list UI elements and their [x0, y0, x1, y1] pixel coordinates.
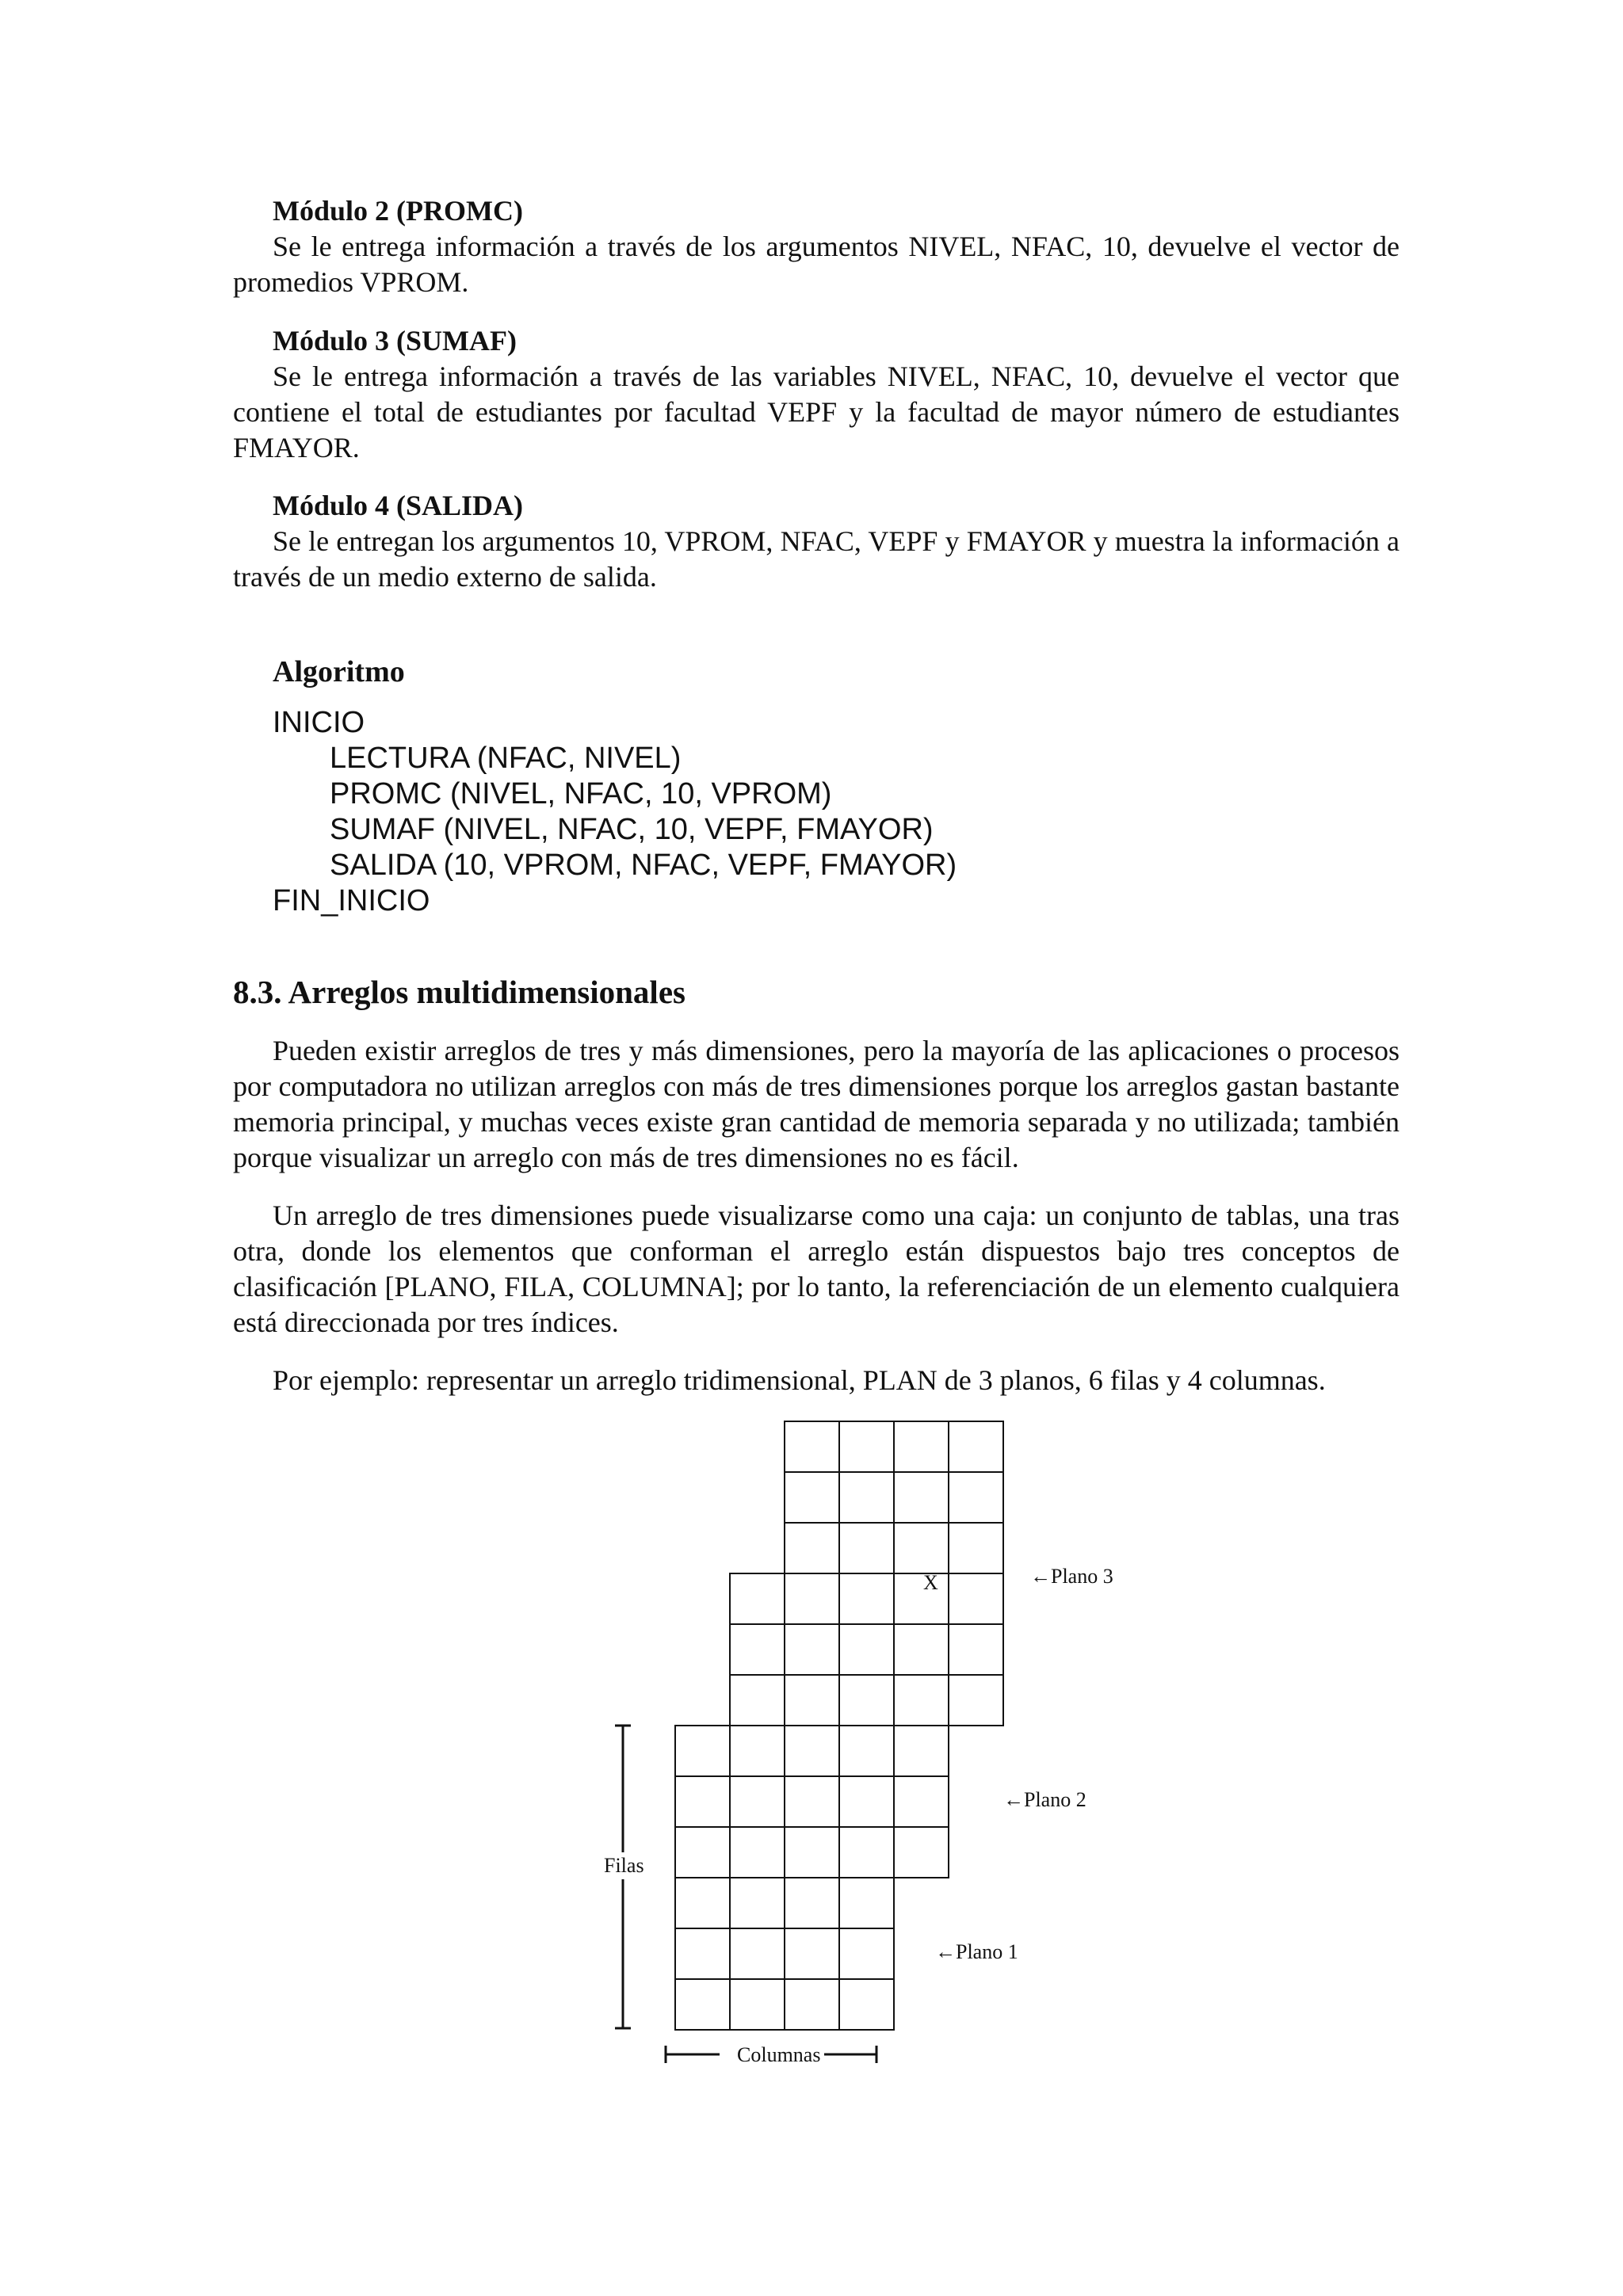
grid-cell [675, 1878, 730, 1928]
grid-cell [839, 1675, 894, 1726]
grid-cell [730, 1675, 785, 1726]
filas-label: Filas [604, 1854, 644, 1877]
grid-cell [894, 1675, 949, 1726]
grid-cell [730, 1726, 785, 1776]
grid-cell [839, 1523, 894, 1573]
section-paragraph-1 [233, 1033, 1400, 1176]
grid-cell [730, 1776, 785, 1827]
grid-cell [675, 1776, 730, 1827]
algorithm-start: INICIO [273, 706, 365, 739]
grid-cell [839, 1573, 894, 1624]
module-2 [233, 193, 1400, 300]
grid-cell [894, 1726, 949, 1776]
module-3-title: Módulo 3 (SUMAF) [273, 325, 517, 357]
grid-cell [730, 1979, 785, 2030]
grid-cell [785, 1928, 839, 1979]
grid-cell [839, 1776, 894, 1827]
algorithm-step: SALIDA (10, VPROM, NFAC, VEPF, FMAYOR) [330, 849, 957, 882]
grid-cell [785, 1624, 839, 1675]
grid-cell [894, 1573, 949, 1624]
plano-2-label: ←Plano 2 [1003, 1788, 1086, 1811]
grid-cell [894, 1827, 949, 1878]
grid-cell [949, 1472, 1003, 1523]
grid-cell [730, 1624, 785, 1675]
algorithm-step: LECTURA (NFAC, NIVEL) [330, 742, 682, 775]
grid-cell [730, 1878, 785, 1928]
grid-cell [785, 1472, 839, 1523]
algorithm-title: Algoritmo [273, 655, 405, 688]
algorithm-end: FIN_INICIO [273, 884, 430, 917]
module-2-body: Se le entrega información a través de los argumentos NIVEL, NFAC, 10, devuelve el vector de promedios VPROM. [233, 231, 1400, 298]
plano-1-grid [675, 1726, 894, 2030]
grid-cell [839, 1827, 894, 1878]
plane-grids [675, 1421, 1003, 2030]
module-4 [233, 488, 1400, 595]
grid-cell [894, 1776, 949, 1827]
grid-cell [785, 1776, 839, 1827]
grid-cell [949, 1421, 1003, 1472]
grid-cell [839, 1878, 894, 1928]
grid-cell [785, 1675, 839, 1726]
filas-bracket [615, 1726, 631, 2028]
grid-cell [839, 1421, 894, 1472]
grid-cell [730, 1827, 785, 1878]
grid-cell [949, 1624, 1003, 1675]
grid-cell [730, 1928, 785, 1979]
grid-cell [675, 1928, 730, 1979]
section-paragraph-3 [233, 1363, 1400, 1398]
algorithm-step: SUMAF (NIVEL, NFAC, 10, VEPF, FMAYOR) [330, 813, 934, 846]
module-3-body: Se le entrega información a través de las variables NIVEL, NFAC, 10, devuelve el vector que contiene el total de estudiantes por facultad VEPF y la facultad de mayor número de estudiantes FMAYOR. [233, 360, 1400, 463]
grid-cell [839, 1726, 894, 1776]
grid-cell [785, 1726, 839, 1776]
grid-cell [785, 1421, 839, 1472]
module-4-body: Se le entregan los argumentos 10, VPROM, NFAC, VEPF y FMAYOR y muestra la información a través de un medio externo de salida. [233, 525, 1400, 593]
module-3 [233, 323, 1400, 466]
grid-cell [785, 1878, 839, 1928]
columnas-label: Columnas [737, 2043, 821, 2066]
module-4-title: Módulo 4 (SALIDA) [273, 490, 524, 521]
grid-cell [785, 1827, 839, 1878]
paragraph-text: Por ejemplo: representar un arreglo tridimensional, PLAN de 3 planos, 6 filas y 4 columnas. [273, 1364, 1326, 1396]
grid-cell [949, 1523, 1003, 1573]
grid-cell [949, 1675, 1003, 1726]
grid-cell [894, 1523, 949, 1573]
grid-cell [839, 1624, 894, 1675]
grid-cell [839, 1979, 894, 2030]
grid-cell [894, 1472, 949, 1523]
x-marker: X [923, 1571, 938, 1594]
paragraph-text: Pueden existir arreglos de tres y más dimensiones, pero la mayoría de las aplicaciones o procesos por computadora no utilizan arreglos con más de tres dimensiones porque los arreglos gastan bastante memoria principal, y muchas veces existe gran cantidad de memoria separada y no utilizada; también porque visualizar un arreglo con más de tres dimensiones no es fácil. [233, 1035, 1400, 1173]
plano-1-label: ←Plano 1 [935, 1940, 1018, 1963]
section-paragraph-2 [233, 1198, 1400, 1341]
algorithm-step: PROMC (NIVEL, NFAC, 10, VPROM) [330, 777, 832, 810]
section-title: 8.3. Arreglos multidimensionales [233, 974, 685, 1010]
paragraph-text: Un arreglo de tres dimensiones puede visualizarse como una caja: un conjunto de tablas, una tras otra, donde los elementos que conforman el arreglo están dispuestos bajo tres conceptos de clasificación [PLANO, FILA, COLUMNA]; por lo tanto, la referenciación de un elemento cualquiera está direccionada por tres índices. [233, 1199, 1400, 1338]
plano-3-label: ←Plano 3 [1030, 1565, 1113, 1588]
module-2-title: Módulo 2 (PROMC) [273, 195, 523, 227]
grid-cell [675, 1979, 730, 2030]
grid-cell [894, 1421, 949, 1472]
grid-cell [839, 1928, 894, 1979]
grid-cell [839, 1472, 894, 1523]
three-d-array-diagram [555, 1409, 1157, 2098]
grid-cell [675, 1827, 730, 1878]
grid-cell [949, 1573, 1003, 1624]
grid-cell [894, 1624, 949, 1675]
algorithm-code [273, 705, 957, 919]
grid-cell [675, 1726, 730, 1776]
grid-cell [785, 1523, 839, 1573]
grid-cell [785, 1573, 839, 1624]
grid-cell [730, 1573, 785, 1624]
grid-cell [785, 1979, 839, 2030]
